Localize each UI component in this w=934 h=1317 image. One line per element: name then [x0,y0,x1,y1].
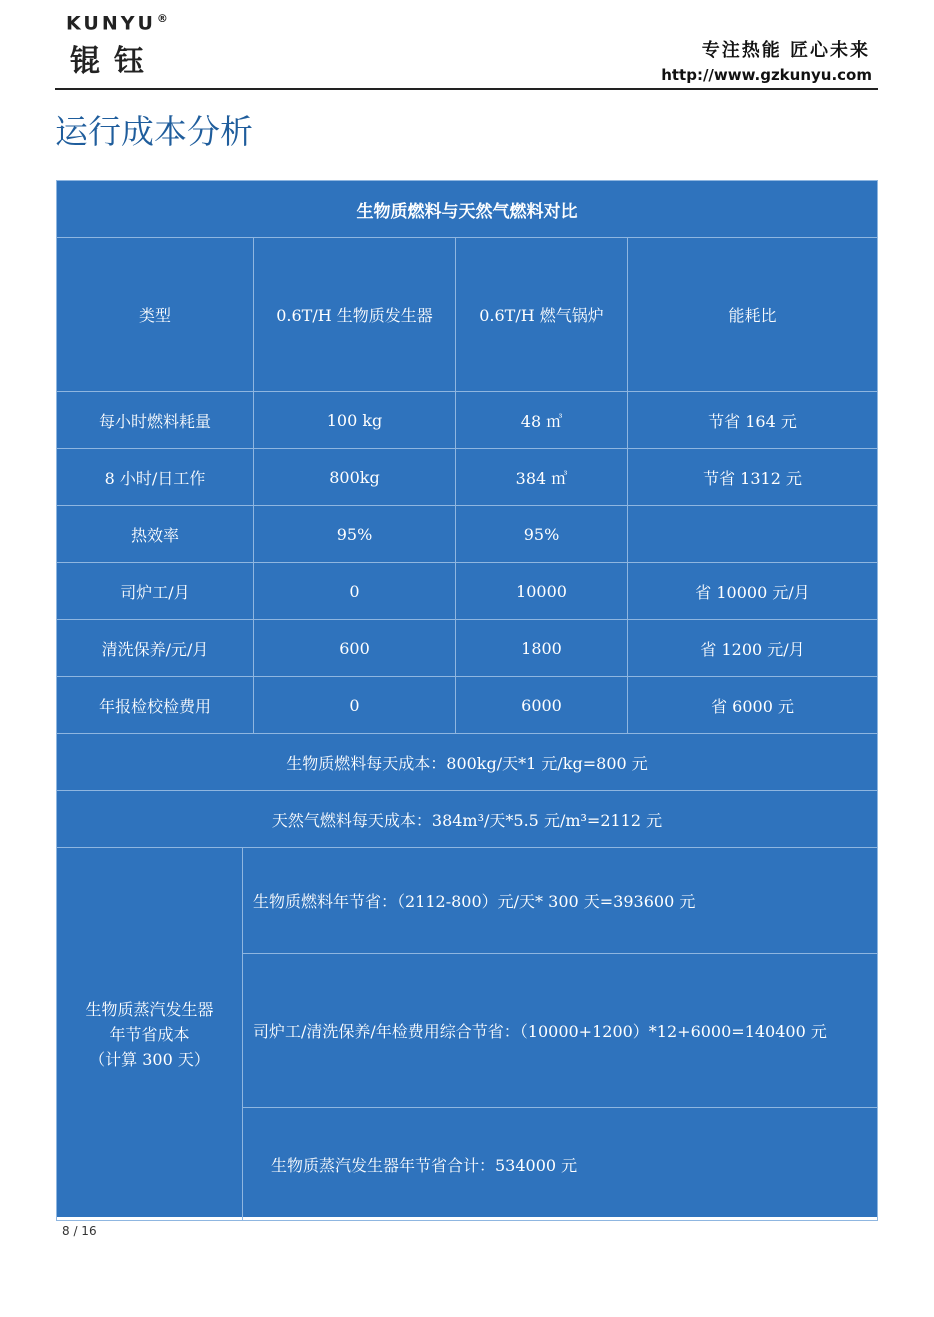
comparison-table [56,180,878,1221]
page-number: 8 / 16 [62,1224,97,1238]
row-biomass: 0 [254,677,456,734]
row-ratio: 节省 164 元 [628,392,878,449]
row-gas: 1800 [456,620,628,677]
row-gas: 10000 [456,563,628,620]
table-row [57,563,878,620]
annual-savings-label-line: 生物质蒸汽发生器 [85,999,214,1019]
row-biomass: 95% [254,506,456,563]
biomass-annual-savings: 生物质燃料年节省：（2112-800）元/天* 300 天=393600 元 [243,848,878,954]
row-biomass: 0 [254,563,456,620]
row-gas: 6000 [456,677,628,734]
header-biomass: 0.6T/H 生物质发生器 [254,238,456,392]
row-ratio: 省 6000 元 [628,677,878,734]
row-ratio: 节省 1312 元 [628,449,878,506]
row-label: 清洗保养/元/月 [57,620,254,677]
logo-wordmark-text: KUNYU [66,12,156,35]
row-label: 司炉工/月 [57,563,254,620]
total-annual-savings: 生物质蒸汽发生器年节省合计：534000 元 [243,1108,878,1221]
website-url: http://www.gzkunyu.com [661,66,872,84]
comparison-table-container [56,180,877,1217]
gas-daily-cost: 天然气燃料每天成本：384m³/天*5.5 元/m³=2112 元 [57,791,878,848]
header-ratio: 能耗比 [628,238,878,392]
biomass-daily-cost: 生物质燃料每天成本：800kg/天*1 元/kg=800 元 [57,734,878,791]
row-biomass: 600 [254,620,456,677]
table-title: 生物质燃料与天然气燃料对比 [57,181,878,238]
row-gas: 48 ㎥ [456,392,628,449]
table-row [57,506,878,563]
row-label: 年报检校检费用 [57,677,254,734]
table-row [57,677,878,734]
registered-mark: ® [156,12,171,25]
table-row [57,392,878,449]
row-biomass: 100 kg [254,392,456,449]
annual-savings-label-line: 年节省成本 [109,1024,190,1044]
header-gas: 0.6T/H 燃气锅炉 [456,238,628,392]
table-header-row [57,238,878,392]
page-title: 运行成本分析 [55,112,253,151]
row-gas: 95% [456,506,628,563]
slogan: 专注热能 匠心未来 [701,40,870,61]
row-ratio [628,506,878,563]
header-type: 类型 [57,238,254,392]
row-gas: 384 ㎥ [456,449,628,506]
header-divider [55,88,878,90]
row-label: 每小时燃料耗量 [57,392,254,449]
logo-wordmark [66,12,206,34]
logo-chinese: 锟钰 [70,44,158,80]
row-label: 热效率 [57,506,254,563]
row-label: 8 小时/日工作 [57,449,254,506]
table-row [57,620,878,677]
kunyu-logo [66,12,206,80]
row-ratio: 省 1200 元/月 [628,620,878,677]
annual-savings-label [57,848,243,1221]
table-row [57,449,878,506]
row-ratio: 省 10000 元/月 [628,563,878,620]
annual-savings-label-line: （计算 300 天） [89,1049,210,1069]
labor-maintenance-savings: 司炉工/清洗保养/年检费用综合节省：（10000+1200）*12+6000=140400 元 [243,954,878,1108]
row-biomass: 800kg [254,449,456,506]
